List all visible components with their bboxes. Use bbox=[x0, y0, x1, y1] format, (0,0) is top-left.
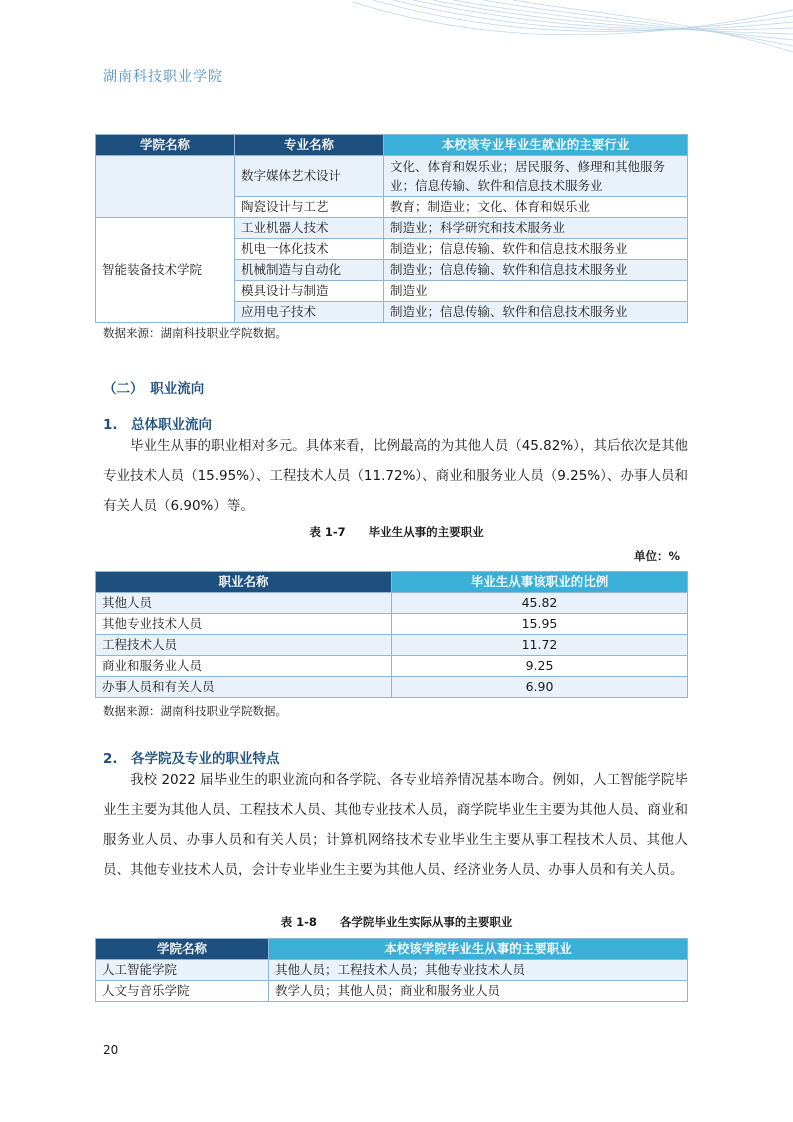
college-cell: 人文与音乐学院 bbox=[96, 981, 269, 1002]
major-cell: 机电一体化技术 bbox=[235, 239, 384, 260]
occupation-cell: 办事人员和有关人员 bbox=[96, 677, 392, 698]
industry-cell: 制造业；信息传输、软件和信息技术服务业 bbox=[384, 260, 688, 281]
header-wave-decoration bbox=[353, 0, 793, 58]
table2-source-note: 数据来源：湖南科技职业学院数据。 bbox=[103, 704, 287, 718]
col-header-jobs: 本校该学院毕业生从事的主要职业 bbox=[269, 939, 688, 960]
ratio-cell: 15.95 bbox=[392, 614, 688, 635]
subsection-heading-1: 1. 总体职业流向 bbox=[103, 417, 213, 433]
table2-caption: 表 1-7 毕业生从事的主要职业 bbox=[309, 525, 484, 539]
college-cell: 人工智能学院 bbox=[96, 960, 269, 981]
col-header-major: 专业名称 bbox=[235, 135, 384, 156]
ratio-cell: 45.82 bbox=[392, 593, 688, 614]
table-row bbox=[96, 656, 688, 677]
table-row bbox=[96, 156, 688, 197]
col-header-ratio: 毕业生从事该职业的比例 bbox=[392, 572, 688, 593]
ratio-cell: 9.25 bbox=[392, 656, 688, 677]
industry-table bbox=[95, 134, 688, 323]
occupation-table bbox=[95, 571, 688, 698]
table-row bbox=[96, 614, 688, 635]
page-number: 20 bbox=[103, 1043, 119, 1057]
industry-cell: 制造业 bbox=[384, 281, 688, 302]
occupation-cell: 其他专业技术人员 bbox=[96, 614, 392, 635]
industry-cell: 制造业；信息传输、软件和信息技术服务业 bbox=[384, 302, 688, 323]
jobs-cell: 教学人员；其他人员；商业和服务业人员 bbox=[269, 981, 688, 1002]
major-cell: 工业机器人技术 bbox=[235, 218, 384, 239]
major-cell: 应用电子技术 bbox=[235, 302, 384, 323]
industry-cell: 制造业；信息传输、软件和信息技术服务业 bbox=[384, 239, 688, 260]
table-row bbox=[96, 635, 688, 656]
table2-unit: 单位：% bbox=[633, 549, 680, 563]
table-header-row bbox=[96, 135, 688, 156]
major-cell: 机械制造与自动化 bbox=[235, 260, 384, 281]
section-heading: （二） 职业流向 bbox=[103, 381, 205, 397]
major-cell: 数字媒体艺术设计 bbox=[235, 156, 384, 197]
occupation-cell: 工程技术人员 bbox=[96, 635, 392, 656]
col-header-industry: 本校该专业毕业生就业的主要行业 bbox=[384, 135, 688, 156]
table3-caption: 表 1-8 各学院毕业生实际从事的主要职业 bbox=[280, 915, 513, 929]
ratio-cell: 6.90 bbox=[392, 677, 688, 698]
paragraph-college-features: 我校 2022 届毕业生的职业流向和各学院、各专业培养情况基本吻合。例如，人工智能学院毕业生主要为其他人员、工程技术人员、其他专业技术人员，商学院毕业生主要为其他人员、商业和服务业人员、办事人员和有关人员；计算机网络技术专业毕业生主要从事工程技术人员、其他人员、其他专业技术人员，会计专业毕业生主要为其他人员、经济业务人员、办事人员和有关人员。 bbox=[103, 772, 688, 878]
school-name-header: 湖南科技职业学院 bbox=[103, 69, 223, 85]
ratio-cell: 11.72 bbox=[392, 635, 688, 656]
table-header-row bbox=[96, 939, 688, 960]
occupation-cell: 商业和服务业人员 bbox=[96, 656, 392, 677]
paragraph-overall: 毕业生从事的职业相对多元。具体来看，比例最高的为其他人员（45.82%），其后依次是其他专业技术人员（15.95%）、工程技术人员（11.72%）、商业和服务业人员（9.25%）、办事人员和有关人员（6.90%）等。 bbox=[103, 438, 688, 514]
table-row bbox=[96, 677, 688, 698]
col-header-college: 学院名称 bbox=[96, 939, 269, 960]
industry-cell: 文化、体育和娱乐业；居民服务、修理和其他服务业；信息传输、软件和信息技术服务业 bbox=[384, 156, 688, 197]
table-header-row bbox=[96, 572, 688, 593]
col-header-college: 学院名称 bbox=[96, 135, 235, 156]
major-cell: 陶瓷设计与工艺 bbox=[235, 197, 384, 218]
table-row bbox=[96, 960, 688, 981]
college-cell: 智能装备技术学院 bbox=[96, 218, 235, 323]
table-row bbox=[96, 218, 688, 239]
subsection-heading-2: 2. 各学院及专业的职业特点 bbox=[103, 751, 280, 767]
table-row bbox=[96, 593, 688, 614]
table1-source-note: 数据来源：湖南科技职业学院数据。 bbox=[103, 326, 287, 340]
industry-cell: 教育；制造业；文化、体育和娱乐业 bbox=[384, 197, 688, 218]
college-occupation-table bbox=[95, 938, 688, 1002]
table-row bbox=[96, 981, 688, 1002]
industry-cell: 制造业；科学研究和技术服务业 bbox=[384, 218, 688, 239]
college-cell-empty bbox=[96, 156, 235, 218]
occupation-cell: 其他人员 bbox=[96, 593, 392, 614]
jobs-cell: 其他人员；工程技术人员；其他专业技术人员 bbox=[269, 960, 688, 981]
major-cell: 模具设计与制造 bbox=[235, 281, 384, 302]
col-header-occupation: 职业名称 bbox=[96, 572, 392, 593]
